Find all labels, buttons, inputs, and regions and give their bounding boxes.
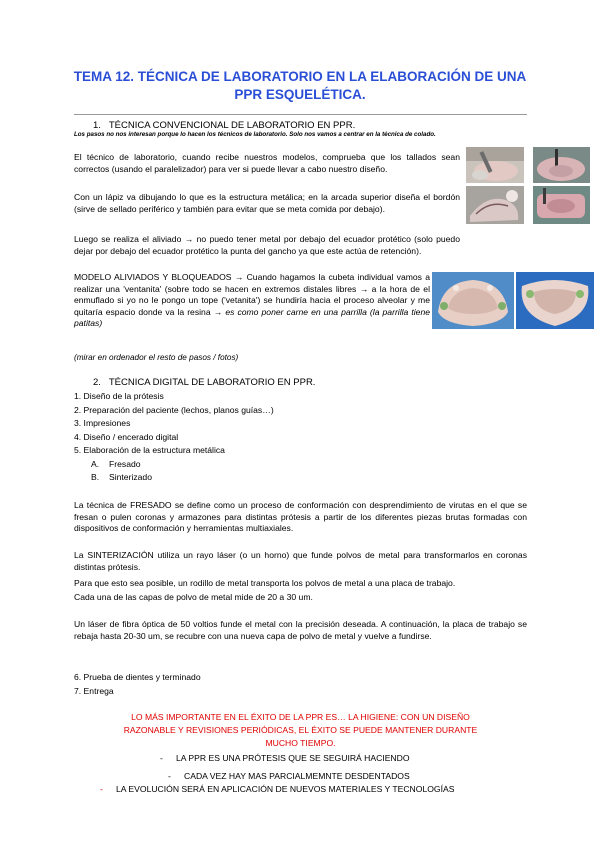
photo-paralelizador <box>466 147 524 183</box>
note-mirar-fotos: (mirar en ordenador el resto de pasos / fotos) <box>74 353 239 362</box>
section-2-number: 2. <box>93 377 101 388</box>
list-item: 5. Elaboración de la estructura metálica <box>74 445 225 455</box>
paragraph-modelo-italic: es como poner carne en una parrilla (la parrilla tiene patitas) <box>74 306 430 329</box>
photo-dibujo <box>466 186 524 224</box>
sub-label: Fresado <box>109 459 141 469</box>
list-item: 7. Entrega <box>74 686 114 696</box>
list-item: 2. Preparación del paciente (lechos, planos guías…) <box>74 405 274 415</box>
sub-letter: B. <box>91 472 100 482</box>
sub-letter: A. <box>91 459 100 469</box>
paragraph-laser: Un láser de fibra óptica de 50 voltios funde el metal con la precisión deseada. A continuación, la placa de trabajo se rebaja hasta 20-30 um, se recubre con una nueva capa de polvo de metal y vuelve a fundirse. <box>74 619 527 641</box>
paragraph-lapiz: Con un lápiz va dibujando lo que es la estructura metálica; en la arcada superior diseña el bordón (sirve de sellado periférico y también para evitar que se meta comida por debajo). <box>74 192 460 214</box>
closing-bullet <box>160 753 410 764</box>
bullet-text: LA EVOLUCIÓN SERÁ EN APLICACIÓN DE NUEVOS MATERIALES Y TECNOLOGÍAS <box>116 784 455 794</box>
section-2-title: TÉCNICA DIGITAL DE LABORATORIO EN PPR. <box>108 377 316 388</box>
section-1-number: 1. <box>93 120 101 131</box>
section-2-heading <box>93 377 315 389</box>
paragraph-modelo-aliviados <box>74 272 430 330</box>
paragraph-tecnico: El técnico de laboratorio, cuando recibe nuestros modelos, comprueba que los tallados sean correctos (usando el paralelizador) para ver si puede llevar a cabo nuestro diseño. <box>74 152 460 174</box>
list-item: 4. Diseño / encerado digital <box>74 432 179 442</box>
bullet-text: LA PPR ES UNA PRÓTESIS QUE SE SEGUIRÁ HACIENDO <box>176 753 410 763</box>
photo-diseno <box>533 147 590 183</box>
paragraph-fresado: La técnica de FRESADO se define como un proceso de conformación con desprendimiento de virutas en el que se fresan o pulen coronas y armazones para distintas prótesis a partir de los diferentes piezas brutas formadas con dispositivos de conformación y herramientas multiaxiales. <box>74 500 527 534</box>
closing-line-3: MUCHO TIEMPO. <box>265 738 336 748</box>
list-item: 6. Prueba de dientes y terminado <box>74 672 201 682</box>
paragraph-capas: Cada una de las capas de polvo de metal mide de 20 a 30 um. <box>74 592 313 602</box>
title-divider <box>74 114 527 115</box>
bullet-dash: - <box>160 753 163 763</box>
photo-modelo <box>533 186 590 224</box>
paragraph-sinterizacion: La SINTERIZACIÓN utiliza un rayo láser (o un horno) que funde polvos de metal para transformarlos en coronas distintas prótesis. <box>74 550 527 572</box>
paragraph-modelo-text: MODELO ALIVIADOS Y BLOQUEADOS → Cuando hagamos la cubeta individual vamos a realizar una 'ventanita' (sobre todo se hacen en extremos distales libres → a la hora de el enmuflado si yo no le pongo un tope ('vetanita') se hundiría hacia el proceso alveolar y me quitaría espacio donde va la resina → <box>74 272 430 317</box>
closing-line-2: RAZONABLE Y REVISIONES PERIÓDICAS, EL ÉXITO SE PUEDE MANTENER DURANTE <box>123 725 478 735</box>
section-1-note: Los pasos no nos interesan porque lo hacen los técnicos de laboratorio. Solo nos vamos a centrar en la técnica de colado. <box>74 131 436 138</box>
section-1-title: TÉCNICA CONVENCIONAL DE LABORATORIO EN PPR. <box>108 120 356 131</box>
paragraph-rodillo: Para que esto sea posible, un rodillo de metal transporta los polvos de metal a una placa de trabajo. <box>74 578 456 588</box>
title-line-1: TEMA 12. TÉCNICA DE LABORATORIO EN LA ELABORACIÓN DE UNA <box>73 69 527 84</box>
sub-list-item-a <box>91 459 141 470</box>
list-item: 3. Impresiones <box>74 418 131 428</box>
sub-list-item-b <box>91 472 152 483</box>
paragraph-aliviado: Luego se realiza el aliviado → no puedo tener metal por debajo del ecuador protético (solo puedo dejar por debajo del ecuador protético la punta del gancho ya que este actúa de retención). <box>74 234 460 256</box>
closing-bullet <box>168 771 410 782</box>
bullet-dash: - <box>100 784 103 794</box>
closing-bullet <box>100 784 454 795</box>
bullet-text: CADA VEZ HAY MAS PARCIALMEMNTE DESDENTADOS <box>184 771 410 781</box>
photo-modelo-superior <box>432 272 514 329</box>
title-line-2: PPR ESQUELÉTICA. <box>234 87 366 102</box>
photo-modelo-inferior <box>516 272 594 329</box>
page-title <box>70 68 530 104</box>
list-item: 1. Diseño de la prótesis <box>74 391 164 401</box>
sub-label: Sinterizado <box>109 472 152 482</box>
closing-line-1: LO MÁS IMPORTANTE EN EL ÉXITO DE LA PPR ES… LA HIGIENE: CON UN DISEÑO <box>131 712 470 722</box>
bullet-dash: - <box>168 771 171 781</box>
